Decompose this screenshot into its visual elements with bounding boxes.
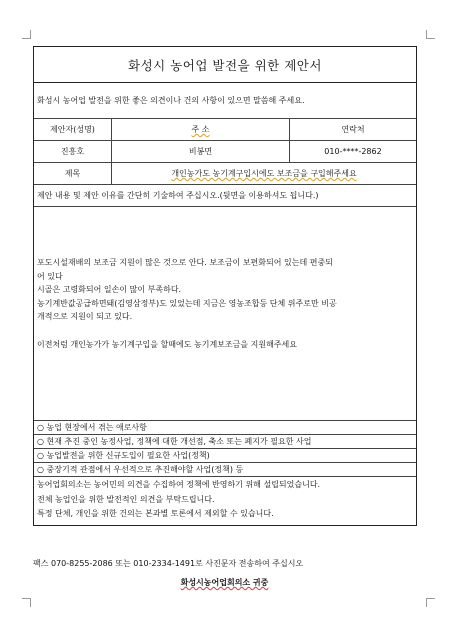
subject-row [34, 163, 416, 185]
note-line: 특정 단체, 개인을 위한 건의는 본과별 토론에서 제외할 수 있습니다. [37, 509, 274, 518]
guide-text: 제안 내용 및 제안 이유를 간단히 기술하여 주십시오.(뒷면을 이용하셔도 됩니다.) [37, 191, 319, 200]
crop-mark-bottom-right [426, 598, 435, 607]
form-title-row [34, 47, 416, 83]
subject-label: 제목 [34, 163, 112, 184]
crop-mark-top-left [22, 30, 31, 39]
note-line: 전체 농업인을 위한 발전적인 의견을 부탁드립니다. [37, 494, 215, 504]
contact-header: 연락처 [341, 125, 365, 134]
intro-row [34, 83, 416, 119]
body-line: 어 있다 [37, 271, 63, 281]
note-line: 농어업회의소는 농어민의 의견을 수집하여 정책에 반영하기 위해 설립되었습니다. [37, 480, 321, 489]
body-line: 포도시설재배의 보조금 지원이 많은 것으로 안다. 보조금이 보편화되어 있는데 편중되 [37, 258, 333, 267]
fax-instructions: 팩스 070-8255-2086 또는 010-2334-1491로 사진문자 전송하여 주십시오 [33, 559, 304, 568]
option-item: ○ 농업발전을 위한 신규도입이 필요한 사업(정책) [34, 449, 416, 463]
form-title: 화성시 농어업 발전을 위한 제안서 [128, 57, 322, 73]
body-line: 이전처럼 개인농가가 농기계구입을 할때에도 농기계보조금을 지원해주세요 [37, 339, 298, 349]
option-item: ○ 농업 현장에서 겪는 애로사항 [34, 421, 416, 435]
guide-row [34, 185, 416, 207]
address-value[interactable]: 비봉면 [112, 141, 290, 162]
body-line: 농기계반값공급하면돼(김영삼정부)도 있었는데 지금은 영농조합등 단체 위주로만 비공 [37, 298, 337, 308]
crop-mark-bottom-left [22, 598, 31, 607]
proposal-form [33, 46, 417, 526]
option-item: ○ 현재 추진 중인 농정사업, 정책에 대한 개선점, 축소 또는 폐지가 필요한 사업 [34, 435, 416, 449]
address-header: 주 소 [112, 119, 290, 140]
option-item: ○ 중장기적 관점에서 우선적으로 추진해야할 사업(정책) 등 [34, 463, 416, 477]
body-line: 개적으로 지원이 되고 있다. [37, 312, 133, 322]
crop-mark-top-right [426, 30, 435, 39]
proposal-body[interactable] [34, 207, 416, 421]
body-line: 시골은 고령화되어 일손이 많이 부족하다. [37, 285, 182, 295]
notes-block [34, 477, 416, 525]
header-row [34, 119, 416, 141]
association-name: 화성시농어업회의소 귀중 [180, 578, 269, 587]
intro-text: 화성시 농어업 발전을 위한 좋은 의견이나 건의 사항이 있으면 말씀해 주세요. [37, 96, 305, 105]
contact-value[interactable]: 010-****-2862 [324, 147, 382, 156]
proposer-name[interactable]: 진흥호 [34, 141, 112, 162]
subject-value[interactable]: 개인농가도 농기계구입시에도 보조금을 구입해주세요 [171, 169, 357, 178]
proposer-header: 제안자(성명) [34, 119, 112, 140]
values-row [34, 141, 416, 163]
